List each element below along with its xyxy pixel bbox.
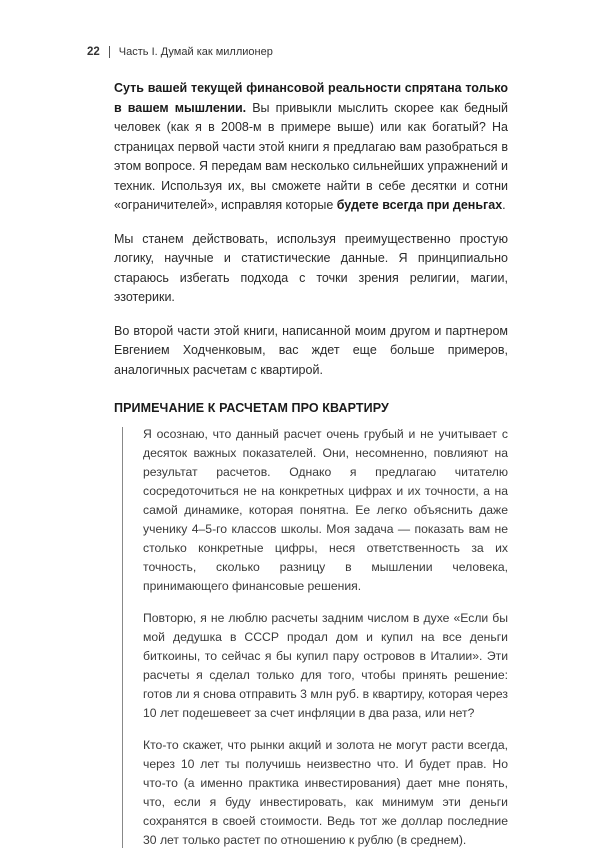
page-body (114, 79, 508, 863)
note-heading: ПРИМЕЧАНИЕ К РАСЧЕТАМ ПРО КВАРТИРУ (114, 401, 389, 415)
note-paragraph-1: Я осознаю, что данный расчет очень грубый и не учитывает с десяток важных показателей. Они, несомненно, повлияют на результат расчетов. Однако я предлагаю читателю сосредоточиться не на конкретных цифрах и их точности, а на самой динамике, которая понятна. Ее легко объяснить даже ученику 4–5-го классов школы. Моя задача — показать вам не столько конкретные цифры, неся ответственность за их точность, сколько разницу в мышлении человека, принимающего финансовые решения. (143, 426, 508, 593)
running-header (87, 46, 273, 58)
page-number: 22 (87, 46, 100, 58)
note-box (114, 425, 508, 850)
note-vertical-rule (122, 427, 123, 848)
running-title: Часть I. Думай как миллионер (118, 46, 273, 58)
header-divider (109, 46, 110, 58)
note-paragraph-2: Повторю, я не люблю расчеты задним числом в духе «Если бы мой дедушка в СССР продал дом и купил на все деньги биткоины, то сейчас я бы купил пару островов в Италии». Эти расчеты я сделал только для того, чтобы принять решение: готов ли я снова отправить 3 млн руб. в квартиру, которая через 10 лет подешевеет за счет инфляции в два раза, или нет? (143, 610, 508, 720)
paragraph-1 (114, 79, 508, 216)
paragraph-1-text: Вы привыкли мыслить скорее как бедный человек (как я в 2008-м в примере выше) или как богатый? На страницах первой части этой книги я предлагаю вам разобраться в этом вопросе. Я передам вам несколько сильнейших упражнений и техник. Используя их, вы сможете найти в себе десятки и сотни «ограничителей», исправляя которые (114, 100, 509, 212)
paragraph-2: Мы станем действовать, используя преимущественно простую логику, научные и статистические данные. Я принципиально стараюсь избегать подхода с точки зрения религии, магии, эзотерики. (114, 231, 508, 304)
paragraph-1-end: . (502, 198, 506, 212)
bold-intro: Суть вашей текущей финансовой реальности спрятана только в вашем мышлении. (114, 81, 508, 115)
note-paragraph-3: Кто-то скажет, что рынки акций и золота не могут расти всегда, через 10 лет ты получишь неизвестно что. И будет прав. Но что-то (а именно практика инвестирования) дает мне понять, что, если я буду инвестировать, как минимум эти деньги сохранятся в своей стоимости. Ведь тот же доллар последние 30 лет только растет по отношению к рублю (в среднем). (143, 737, 508, 847)
paragraph-3: Во второй части этой книги, написанной моим другом и партнером Евгением Ходченковым, вас ждет еще больше примеров, аналогичных расчетам с квартирой. (114, 323, 508, 377)
bold-phrase: будете всегда при деньгах (336, 198, 503, 212)
